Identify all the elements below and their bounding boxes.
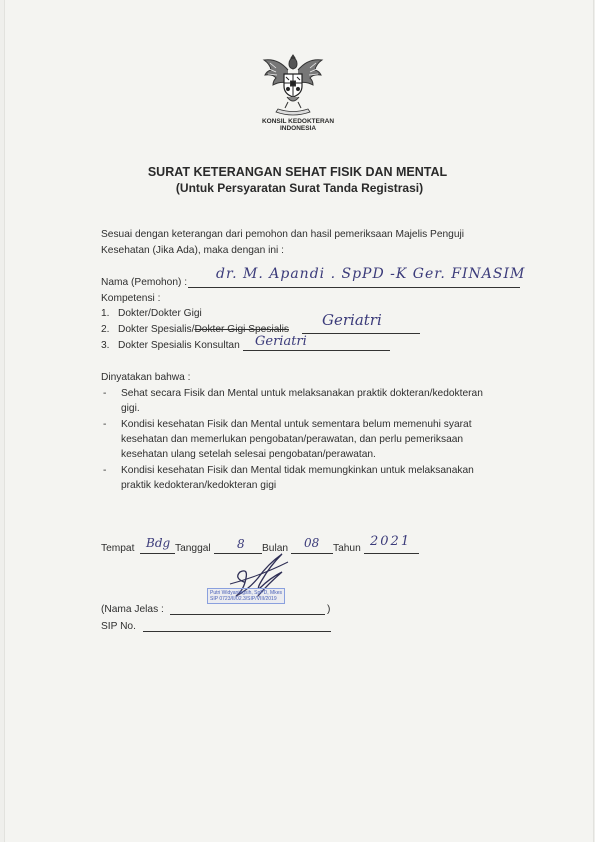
document-title: SURAT KETERANGAN SEHAT FISIK DAN MENTAL: [147, 165, 448, 179]
name-clear-label: (Nama Jelas :: [101, 604, 164, 615]
statement-bullet-2-line-3: kesehatan ulang setelah selesai pengobatan/perawatan.: [121, 449, 376, 460]
competence-item-text: Dokter Spesialis/: [118, 324, 195, 335]
statement-bullet-1-line-2: gigi.: [121, 403, 140, 414]
date-label: Tanggal: [175, 543, 211, 554]
statement-bullet-3-line-1: Kondisi kesehatan Fisik dan Mental tidak memungkinkan untuk melaksanakan: [121, 465, 474, 476]
intro-line-2: Kesehatan (Jika Ada), maka dengan ini :: [101, 245, 284, 256]
name-clear-underline: [170, 614, 325, 615]
competence-item-number: 1.: [101, 308, 110, 319]
statement-bullet-2-line-2: kesehatan dan memerlukan pengobatan/perawatan, dan perlu pemeriksaan: [121, 434, 464, 445]
stamp-line-2: SIP 0723/II/02.3/SIP/VIII/2019: [210, 596, 277, 602]
statement-bullet-dash: -: [103, 465, 107, 476]
statement-bullet-1-line-1: Sehat secara Fisik dan Mental untuk melaksanakan praktik dokteran/kedokteran: [121, 388, 483, 399]
statement-bullet-dash: -: [103, 419, 107, 430]
sip-label: SIP No.: [101, 621, 136, 632]
competence-item-2-handwritten: Geriatri: [322, 311, 382, 329]
place-underline: [140, 553, 175, 554]
competence-item-3: [101, 339, 240, 352]
doctor-stamp: [207, 588, 285, 604]
statement-bullet-3-line-2: praktik kedokteran/kedokteran gigi: [121, 480, 277, 491]
competence-item-2-underline: [302, 333, 420, 334]
letterhead-org-line1: KONSIL KEDOKTERAN: [261, 118, 335, 125]
name-clear-close: ): [327, 604, 331, 615]
competence-item-1: [101, 307, 202, 320]
applicant-handwritten-name: dr. M. Apandi . SpPD -K Ger. FINASIM: [216, 266, 526, 282]
year-underline: [364, 553, 419, 554]
applicant-underline: [188, 287, 520, 288]
intro-line-1: Sesuai dengan keterangan dari pemohon dan hasil pemeriksaan Majelis Penguji: [101, 229, 465, 240]
sip-underline: [143, 631, 331, 632]
stamp-line-1: Putri Widyaningsih, SpPD, Mkes: [210, 590, 282, 596]
date-handwritten: 8: [237, 537, 245, 551]
applicant-label: Nama (Pemohon) :: [101, 277, 188, 288]
competence-label: Kompetensi :: [101, 293, 161, 304]
statement-bullet-2-line-1: Kondisi kesehatan Fisik dan Mental untuk sementara belum memenuhi syarat: [121, 419, 472, 430]
statement-label: Dinyatakan bahwa :: [101, 372, 191, 383]
garuda-emblem-icon: [260, 52, 326, 118]
statement-bullet-dash: -: [103, 388, 107, 399]
competence-item-text: Dokter Spesialis Konsultan: [118, 340, 240, 351]
place-handwritten: Bdg: [146, 536, 171, 550]
competence-item-number: 3.: [101, 340, 110, 351]
year-handwritten: 2021: [370, 534, 412, 549]
year-label: Tahun: [333, 543, 361, 554]
month-label: Bulan: [262, 543, 289, 554]
competence-item-3-underline: [243, 350, 390, 351]
competence-item-number: 2.: [101, 324, 110, 335]
place-label: Tempat: [101, 543, 135, 554]
competence-item-3-handwritten: Geriatri: [255, 334, 307, 349]
competence-item-struck-text: Dokter Gigi Spesialis: [194, 324, 289, 335]
month-handwritten: 08: [304, 536, 320, 550]
document-subtitle: (Untuk Persyaratan Surat Tanda Registrasi): [175, 181, 424, 195]
letterhead-org-line2: INDONESIA: [279, 125, 317, 132]
competence-item-text: Dokter/Dokter Gigi: [118, 308, 202, 319]
